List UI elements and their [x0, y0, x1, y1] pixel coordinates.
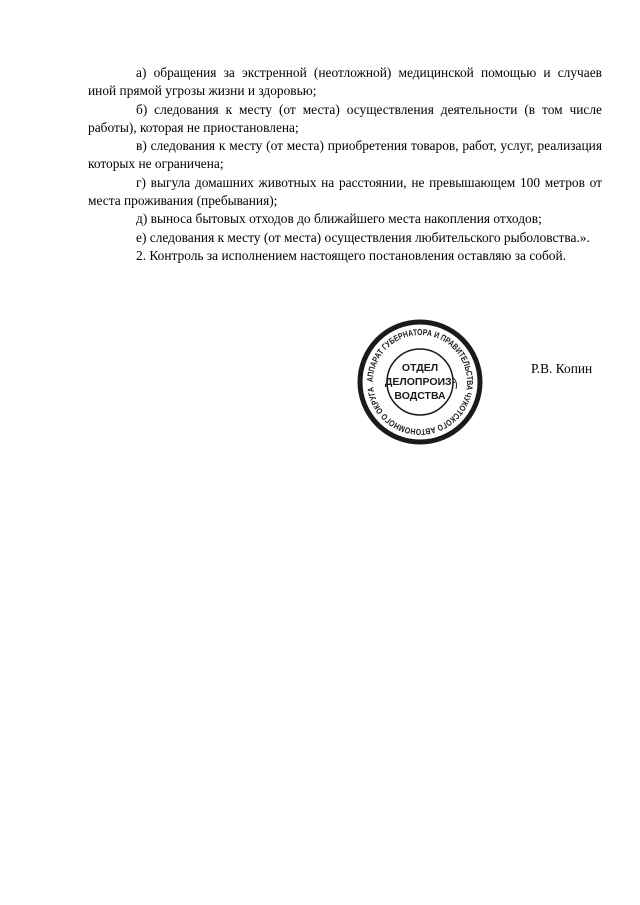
paragraph-e: е) следования к месту (от места) осуществления любительского рыболовства.».	[136, 229, 590, 245]
signature-name: Р.В. Копин	[531, 361, 593, 376]
stamp-ring-text: АППАРАТ ГУБЕРНАТОРА И ПРАВИТЕЛЬСТВА ЧУКОТСКОГО АВТОНОМНОГО ОКРУГА	[364, 326, 476, 438]
paragraph-b: б) следования к месту (от места) осуществления деятельности (в том числе работы), которая не приостановлена;	[88, 101, 602, 135]
paragraph-control: 2. Контроль за исполнением настоящего постановления оставляю за собой.	[136, 247, 567, 263]
document-body	[88, 64, 602, 265]
stamp-center-line-1: ОТДЕЛ	[401, 362, 439, 374]
stamp-center-line-3: ВОДСТВА	[394, 390, 446, 402]
official-stamp	[355, 317, 485, 447]
paragraph-g: г) выгула домашних животных на расстоянии, не превышающем 100 метров от места проживания (пребывания);	[88, 174, 602, 209]
paragraph-a: а) обращения за экстренной (неотложной) медицинской помощью и случаев иной прямой угрозы жизни и здоровью;	[88, 65, 602, 99]
paragraph-v: в) следования к месту (от места) приобретения товаров, работ, услуг, реализация которых не ограничена;	[88, 138, 602, 172]
paragraph-d: д) выноса бытовых отходов до ближайшего места накопления отходов;	[136, 211, 542, 227]
stamp-center-line-2: ДЕЛОПРОИЗ-	[384, 376, 456, 388]
